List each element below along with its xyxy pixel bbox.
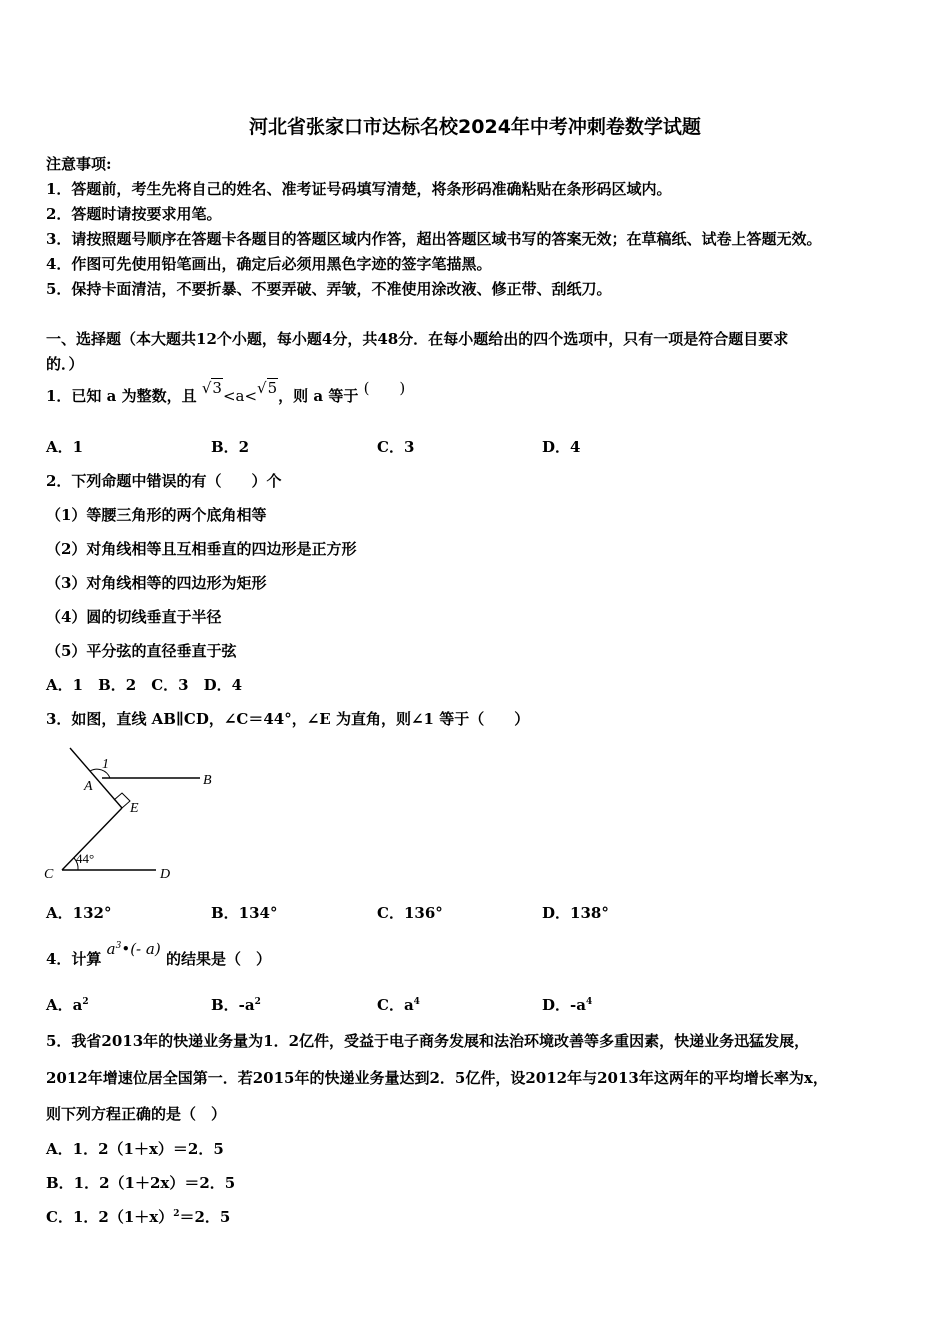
q1-prefix: 1．已知 a 为整数，且 (46, 387, 197, 405)
q2-statement: （5）平分弦的直径垂直于弦 (46, 642, 237, 660)
q4-option-d-sup: 4 (585, 997, 593, 1007)
q1-middle: <a< (222, 387, 258, 405)
section-heading-cont: 的．） (46, 355, 84, 373)
q4-option-b (211, 994, 261, 1015)
q5-option-c-post: ＝2．5 (179, 1208, 231, 1226)
q1-option-c: C．3 (377, 438, 415, 456)
notice-item: 3．请按照题号顺序在答题卡各题目的答题区域内作答，超出答题区域书写的答案无效；在草稿纸、试卷上答题无效。 (46, 230, 822, 248)
q4-option-c-sup: 4 (413, 997, 420, 1007)
label-a: A (84, 779, 93, 794)
q4-option-a-sup: 2 (82, 997, 89, 1007)
label-angle-44: 44° (76, 851, 95, 866)
q4-suffix: 的结果是（ ） (165, 950, 271, 968)
section-heading: 一、选择题（本大题共12个小题，每小题4分，共48分．在每小题给出的四个选项中，只有一项是符合题目要求 (46, 330, 789, 348)
q2-statement: （2）对角线相等且互相垂直的四边形是正方形 (46, 540, 357, 558)
q2-options: A．1 B．2 C．3 D．4 (46, 676, 243, 694)
page-title: 河北省张家口市达标名校2024年中考冲刺卷数学试题 (249, 116, 701, 138)
label-c: C (44, 867, 54, 882)
q3-option-a: A．132° (46, 904, 112, 922)
q4-prefix: 4．计算 (46, 950, 102, 968)
q5-option-a: A．1．2（1＋x）＝2．5 (46, 1140, 224, 1158)
label-d: D (160, 867, 171, 882)
q4-option-b-label: B．-a (211, 996, 255, 1014)
notice-heading: 注意事项: (46, 155, 112, 173)
notice-item: 4．作图可先使用铅笔画出，确定后必须用黑色字迹的签字笔描黑。 (46, 255, 492, 273)
parallel-lines-figure (40, 740, 230, 890)
sqrt-5-value: 5 (267, 379, 278, 397)
q4-exp: 3 (115, 941, 122, 951)
sqrt-3-value: 3 (212, 379, 222, 397)
question-2-stem: 2．下列命题中错误的有（ ）个 (46, 472, 282, 490)
q3-option-b: B．134° (211, 904, 278, 922)
q5-option-b: B．1．2（1＋2x）＝2．5 (46, 1174, 236, 1192)
question-5-stem-cont: 2012年增速位居全国第一．若2015年的快递业务量达到2．5亿件，设2012年与2013年这两年的平均增长率为x， (46, 1069, 828, 1087)
sqrt-5: √5 (257, 379, 278, 397)
q3-option-d: D．138° (542, 904, 609, 922)
question-3-stem: 3．如图，直线 AB∥CD，∠C＝44°，∠E 为直角，则∠1 等于（ ） (46, 710, 530, 728)
question-5-stem: 5．我省2013年的快递业务量为1．2亿件，受益于电子商务发展和法治环境改善等多重因素，快递业务迅猛发展， (46, 1032, 810, 1050)
question-5-stem-end: 则下列方程正确的是（ ） (46, 1105, 227, 1123)
label-b: B (203, 773, 212, 788)
q4-expression (107, 940, 161, 958)
notice-item: 5．保持卡面清洁，不要折暴、不要弄破、弄皱，不准使用涂改液、修正带、刮纸刀。 (46, 280, 612, 298)
notice-item: 1．答题前，考生先将自己的姓名、准考证号码填写清楚，将条形码准确粘贴在条形码区域内。 (46, 180, 672, 198)
q4-base: a (106, 940, 116, 958)
sqrt-3: √3 (201, 379, 222, 397)
q2-statement: （4）圆的切线垂直于半径 (46, 608, 222, 626)
q4-option-d-label: D．-a (542, 996, 586, 1014)
q2-statement: （1）等腰三角形的两个底角相等 (46, 506, 267, 524)
q4-option-b-sup: 2 (254, 997, 261, 1007)
question-4-stem (46, 940, 271, 969)
q4-option-c (377, 994, 420, 1015)
q1-option-d: D．4 (542, 438, 581, 456)
notice-item: 2．答题时请按要求用笔。 (46, 205, 222, 223)
q4-option-a-label: A．a (46, 996, 83, 1014)
q1-option-a: A．1 (46, 438, 84, 456)
q4-option-a (46, 994, 89, 1015)
label-one: 1 (102, 757, 109, 772)
q5-option-c (46, 1206, 230, 1227)
question-1-stem (46, 379, 406, 406)
q4-option-d (542, 994, 592, 1015)
q1-option-b: B．2 (211, 438, 250, 456)
q1-suffix: ，则 a 等于 (278, 387, 359, 405)
q4-rest: •(- a) (121, 940, 161, 958)
q4-option-c-label: C．a (377, 996, 414, 1014)
q5-option-c-sup: 2 (173, 1209, 180, 1219)
q3-option-c: C．136° (377, 904, 443, 922)
q2-statement: （3）对角线相等的四边形为矩形 (46, 574, 267, 592)
q1-answer-paren: ( ) (363, 379, 406, 397)
label-e: E (130, 801, 139, 816)
q5-option-c-pre: C．1．2（1＋x） (46, 1208, 174, 1226)
